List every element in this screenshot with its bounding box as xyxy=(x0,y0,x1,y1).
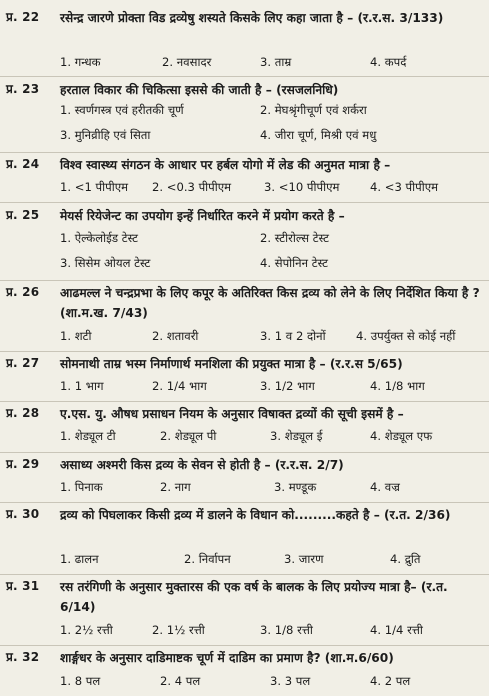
option-4: 4. 1/8 भाग xyxy=(370,379,425,393)
options-row xyxy=(60,552,485,570)
option-2: 2. 1/4 भाग xyxy=(152,379,207,393)
question-number: प्र. 24 xyxy=(6,157,40,171)
option-2: 2. स्टीरोल्स टेस्ट xyxy=(260,231,329,245)
option-2: 2. मेघश्रृंगीचूर्ण एवं शर्करा xyxy=(260,103,367,117)
option-1: 1. पिनाक xyxy=(60,480,103,494)
option-2: 2. 1½ रत्ती xyxy=(152,623,205,637)
option-1: 1. स्वर्णगस्त्र एवं हरीतकी चूर्ण xyxy=(60,103,184,117)
option-2: 2. नवसादर xyxy=(162,55,212,69)
question-text: आढमल्ल ने चन्द्रप्रभा के लिए कपूर के अतिरिक्त किस द्रव्य को लेने के लिए निर्देशित किया है ? (शा.म.ख. 7/43) xyxy=(60,286,480,320)
option-1: 1. ऐल्केलोईड टेस्ट xyxy=(60,231,138,245)
option-1: 1. 8 पल xyxy=(60,674,101,688)
divider xyxy=(0,351,489,352)
divider xyxy=(0,280,489,281)
divider xyxy=(0,452,489,453)
option-1: 1. 2½ रत्ती xyxy=(60,623,113,637)
option-4: 4. जीरा चूर्ण, मिश्री एवं मधु xyxy=(260,128,377,142)
option-4: 4. वज्र xyxy=(370,480,400,494)
option-2: 2. <0.3 पीपीएम xyxy=(152,180,232,194)
options-row xyxy=(60,480,485,498)
question-text: मेयर्स रियेजेन्ट का उपयोग इन्हें निर्धारित करने में प्रयोग करते है – xyxy=(60,209,345,223)
question-number: प्र. 26 xyxy=(6,285,40,299)
question-number: प्र. 32 xyxy=(6,650,40,664)
divider xyxy=(0,202,489,203)
question-number: प्र. 22 xyxy=(6,10,40,24)
divider xyxy=(0,76,489,77)
question-text: सोमनाथी ताम्र भस्म निर्माणार्थ मनशिला की प्रयुक्त मात्रा है – (र.र.स 5/65) xyxy=(60,357,403,371)
option-4: 4. शेड्यूल एफ xyxy=(370,429,433,443)
options-row xyxy=(60,379,485,397)
option-3: 3. मण्डूक xyxy=(274,480,317,494)
option-4: 4. 2 पल xyxy=(370,674,411,688)
option-3: 3. ताम्र xyxy=(260,55,292,69)
options-row xyxy=(60,103,485,121)
option-2: 2. नाग xyxy=(160,480,191,494)
options-row xyxy=(60,329,485,347)
question-text: रस तरंगिणी के अनुसार मुक्तारस की एक वर्ष के बालक के लिए प्रयोज्य मात्रा है– (र.त. 6/14) xyxy=(60,580,448,614)
question-text: विश्व स्वास्थ्य संगठन के आधार पर हर्बल योगो में लेड की अनुमत मात्रा है – xyxy=(60,158,391,172)
question-number: प्र. 30 xyxy=(6,507,40,521)
options-row xyxy=(60,55,485,73)
option-4: 4. कपर्द xyxy=(370,55,407,69)
question-number: प्र. 25 xyxy=(6,208,40,222)
question-number: प्र. 31 xyxy=(6,579,40,593)
option-1: 1. गन्धक xyxy=(60,55,101,69)
question-text: द्रव्य को पिघलाकर किसी द्रव्य में डालने के विधान को.........कहते है – (र.त. 2/36) xyxy=(60,508,451,522)
option-4: 4. उपर्युक्त से कोई नहीं xyxy=(356,329,456,343)
option-1: 1. ढालन xyxy=(60,552,99,566)
option-3: 3. 1 व 2 दोनों xyxy=(260,329,326,343)
option-1: 1. शटी xyxy=(60,329,92,343)
question-text: शार्ङ्गधर के अनुसार दाडिमाष्टक चूर्ण में दाडिम का प्रमाण है? (शा.म.6/60) xyxy=(60,651,394,665)
option-2: 2. 4 पल xyxy=(160,674,201,688)
option-1: 1. 1 भाग xyxy=(60,379,104,393)
options-row xyxy=(60,180,485,198)
options-row xyxy=(60,231,485,249)
divider xyxy=(0,645,489,646)
divider xyxy=(0,502,489,503)
option-1: 1. शेड्यूल टी xyxy=(60,429,116,443)
question-number: प्र. 27 xyxy=(6,356,40,370)
question-number: प्र. 23 xyxy=(6,82,40,96)
option-2: 2. शेड्यूल पी xyxy=(160,429,217,443)
options-row xyxy=(60,674,485,692)
option-4: 4. सेपोनिन टेस्ट xyxy=(260,256,328,270)
options-row xyxy=(60,128,485,146)
question-text: ए.एस. यु. औषध प्रसाधन नियम के अनुसार विषाक्त द्रव्यों की सूची इसमें है – xyxy=(60,407,404,421)
option-1: 1. <1 पीपीएम xyxy=(60,180,129,194)
option-2: 2. निर्वापन xyxy=(184,552,231,566)
options-row xyxy=(60,623,485,641)
divider xyxy=(0,574,489,575)
option-2: 2. शतावरी xyxy=(152,329,199,343)
question-text: असाध्य अश्मरी किस द्रव्य के सेवन से होती है – (र.र.स. 2/7) xyxy=(60,458,344,472)
option-3: 3. जारण xyxy=(284,552,324,566)
option-3: 3. सिसेम ओयल टेस्ट xyxy=(60,256,151,270)
option-3: 3. शेड्यूल ई xyxy=(270,429,323,443)
option-3: 3. <10 पीपीएम xyxy=(264,180,340,194)
question-text: हरताल विकार की चिकित्सा इससे की जाती है – (रसजलनिधि) xyxy=(60,83,339,97)
options-row xyxy=(60,429,485,447)
divider xyxy=(0,401,489,402)
option-4: 4. <3 पीपीएम xyxy=(370,180,439,194)
divider xyxy=(0,152,489,153)
option-3: 3. मुनिव्रीहि एवं सिता xyxy=(60,128,151,142)
question-number: प्र. 29 xyxy=(6,457,40,471)
option-4: 4. द्रुति xyxy=(390,552,421,566)
option-3: 3. 3 पल xyxy=(270,674,311,688)
options-row xyxy=(60,256,485,274)
option-4: 4. 1/4 रत्ती xyxy=(370,623,423,637)
question-number: प्र. 28 xyxy=(6,406,40,420)
question-text: रसेन्द्र जारणे प्रोक्ता विड द्रव्येषु शस्यते किसके लिए कहा जाता है – (र.र.स. 3/133) xyxy=(60,11,444,25)
option-3: 3. 1/8 रत्ती xyxy=(260,623,313,637)
option-3: 3. 1/2 भाग xyxy=(260,379,315,393)
